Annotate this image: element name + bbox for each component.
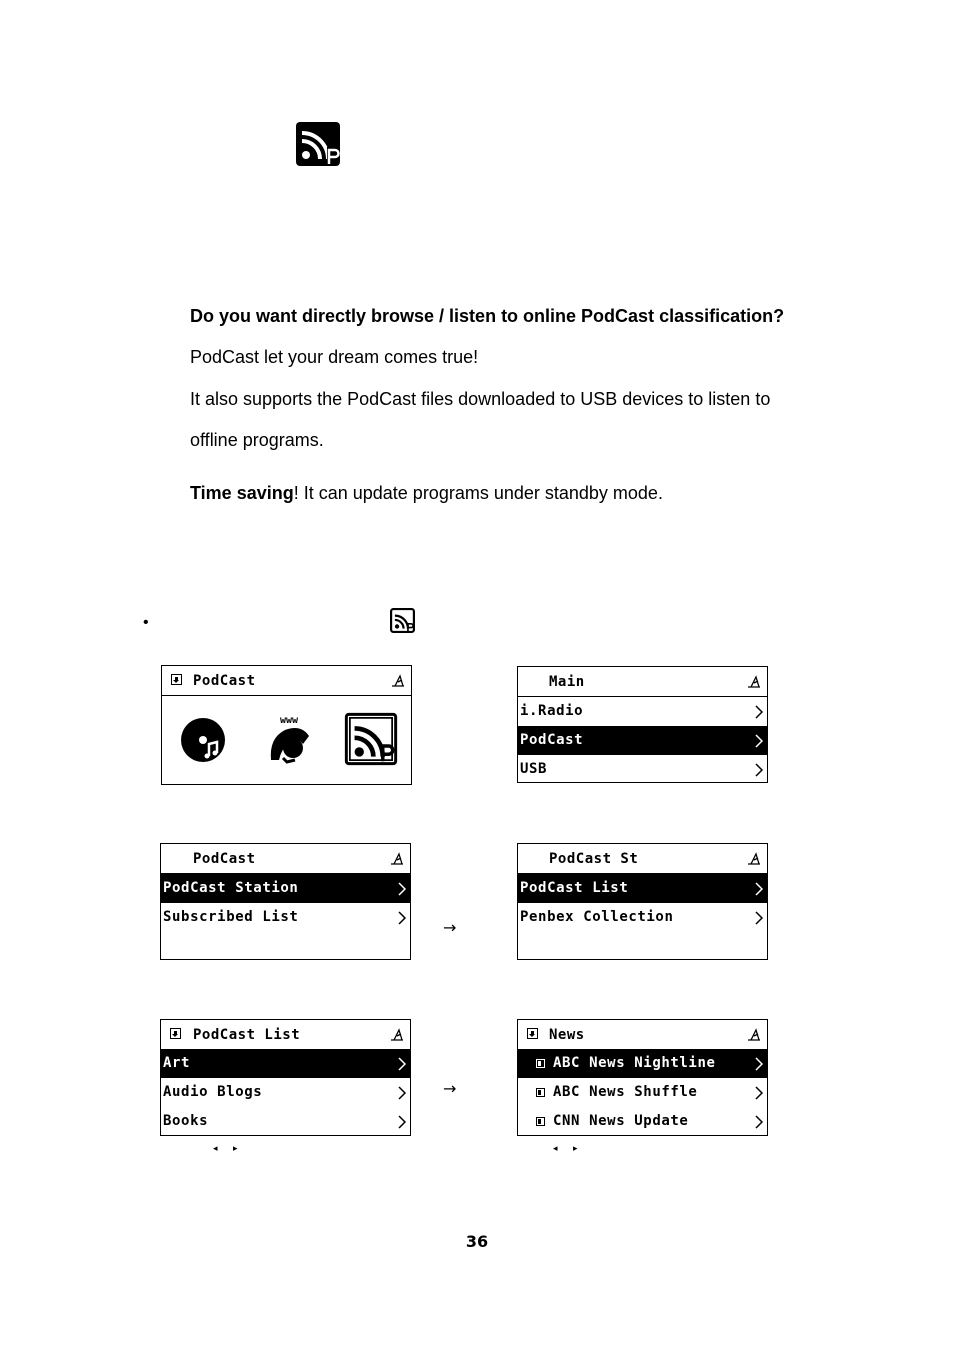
chevron-right-icon xyxy=(754,882,764,896)
intro-question: Do you want directly browse / listen to online PodCast classification? xyxy=(190,306,785,326)
right-triangle-icon: ▸ xyxy=(573,1144,578,1154)
screen-podcast-list xyxy=(160,1019,411,1136)
screen-header xyxy=(161,844,410,874)
left-triangle-icon: ◂ xyxy=(553,1144,558,1154)
right-triangle-icon: ▸ xyxy=(233,1144,238,1154)
screen-title: PodCast xyxy=(193,673,256,689)
screen-title: PodCast St xyxy=(549,851,639,867)
menu-item-label: ABC News Nightline xyxy=(553,1055,716,1071)
screen-title: PodCast xyxy=(193,851,256,867)
page-number: 36 xyxy=(465,1232,489,1251)
time-saving-text: ! It can update programs under standby mode. xyxy=(293,483,663,503)
program-icon xyxy=(536,1117,545,1126)
screen-header xyxy=(161,1020,410,1050)
chevron-right-icon xyxy=(754,1086,764,1100)
chevron-right-icon xyxy=(754,705,764,719)
chevron-right-icon xyxy=(754,734,764,748)
flow-arrow: → xyxy=(443,918,457,937)
intro-line-2: It also supports the PodCast files downloaded to USB devices to listen to xyxy=(190,389,771,409)
menu-item-podcast-list[interactable] xyxy=(518,874,767,903)
menu-item-label: Art xyxy=(163,1055,191,1071)
menu-item-usb[interactable] xyxy=(518,755,767,783)
podcast-rss-icon xyxy=(344,712,398,766)
download-icon xyxy=(171,674,182,685)
intro-line-3: offline programs. xyxy=(190,430,324,450)
chevron-right-icon xyxy=(397,1115,407,1129)
menu-item-label: PodCast Station xyxy=(163,880,299,896)
menu-item-audio-blogs[interactable] xyxy=(161,1078,410,1107)
menu-item-abc-news-shuffle[interactable] xyxy=(518,1078,767,1107)
screen-header xyxy=(518,667,767,697)
cd-music-icon xyxy=(179,716,227,764)
chevron-right-icon xyxy=(754,763,764,777)
screen-header xyxy=(518,844,767,874)
signal-icon xyxy=(747,851,761,865)
menu-item-subscribed-list[interactable] xyxy=(161,903,410,932)
signal-icon xyxy=(391,673,405,687)
menu-item-cnn-news-update[interactable] xyxy=(518,1107,767,1136)
time-saving-line xyxy=(190,482,663,504)
podcast-small-icon xyxy=(390,608,415,633)
signal-icon xyxy=(747,674,761,688)
menu-item-books[interactable] xyxy=(161,1107,410,1136)
intro-line-1: PodCast let your dream comes true! xyxy=(190,347,479,367)
chevron-right-icon xyxy=(397,911,407,925)
chevron-right-icon xyxy=(397,882,407,896)
bullet: • xyxy=(143,614,149,631)
menu-item-label: USB xyxy=(520,761,548,777)
menu-item-label: PodCast List xyxy=(520,880,629,896)
signal-icon xyxy=(747,1027,761,1041)
menu-item-abc-news-nightline[interactable] xyxy=(518,1049,767,1078)
menu-item-label: Subscribed List xyxy=(163,909,299,925)
screen-home xyxy=(161,665,412,785)
program-icon xyxy=(536,1059,545,1068)
flow-arrow: → xyxy=(443,1079,457,1098)
www-globe-icon xyxy=(265,714,313,766)
left-triangle-icon: ◂ xyxy=(213,1144,218,1154)
menu-item-label: ABC News Shuffle xyxy=(553,1084,698,1100)
chevron-right-icon xyxy=(754,1115,764,1129)
screen-header xyxy=(518,1020,767,1050)
menu-item-iradio[interactable] xyxy=(518,697,767,726)
screen-news xyxy=(517,1019,768,1136)
signal-icon xyxy=(390,1027,404,1041)
chevron-right-icon xyxy=(754,911,764,925)
menu-item-art[interactable] xyxy=(161,1049,410,1078)
menu-item-label: CNN News Update xyxy=(553,1113,689,1129)
chevron-right-icon xyxy=(754,1057,764,1071)
chevron-right-icon xyxy=(397,1086,407,1100)
download-icon xyxy=(170,1028,181,1039)
menu-item-label: PodCast xyxy=(520,732,584,748)
menu-item-label: i.Radio xyxy=(520,703,584,719)
screen-title: News xyxy=(549,1027,585,1043)
chevron-right-icon xyxy=(397,1057,407,1071)
menu-item-label: Audio Blogs xyxy=(163,1084,263,1100)
download-icon xyxy=(527,1028,538,1039)
menu-item-podcast-station[interactable] xyxy=(161,874,410,903)
menu-item-podcast[interactable] xyxy=(518,726,767,755)
svg-text:www: www xyxy=(279,715,299,726)
menu-item-label: Penbex Collection xyxy=(520,909,674,925)
screen-title: Main xyxy=(549,674,585,690)
menu-item-penbex-collection[interactable] xyxy=(518,903,767,932)
signal-icon xyxy=(390,851,404,865)
podcast-logo-icon xyxy=(295,121,341,167)
screen-podcast xyxy=(160,843,411,960)
program-icon xyxy=(536,1088,545,1097)
menu-item-label: Books xyxy=(163,1113,209,1129)
screen-title: PodCast List xyxy=(193,1027,301,1043)
screen-header xyxy=(162,666,411,696)
screen-podcast-station xyxy=(517,843,768,960)
time-saving-label: Time saving xyxy=(190,483,294,503)
screen-main xyxy=(517,666,768,783)
